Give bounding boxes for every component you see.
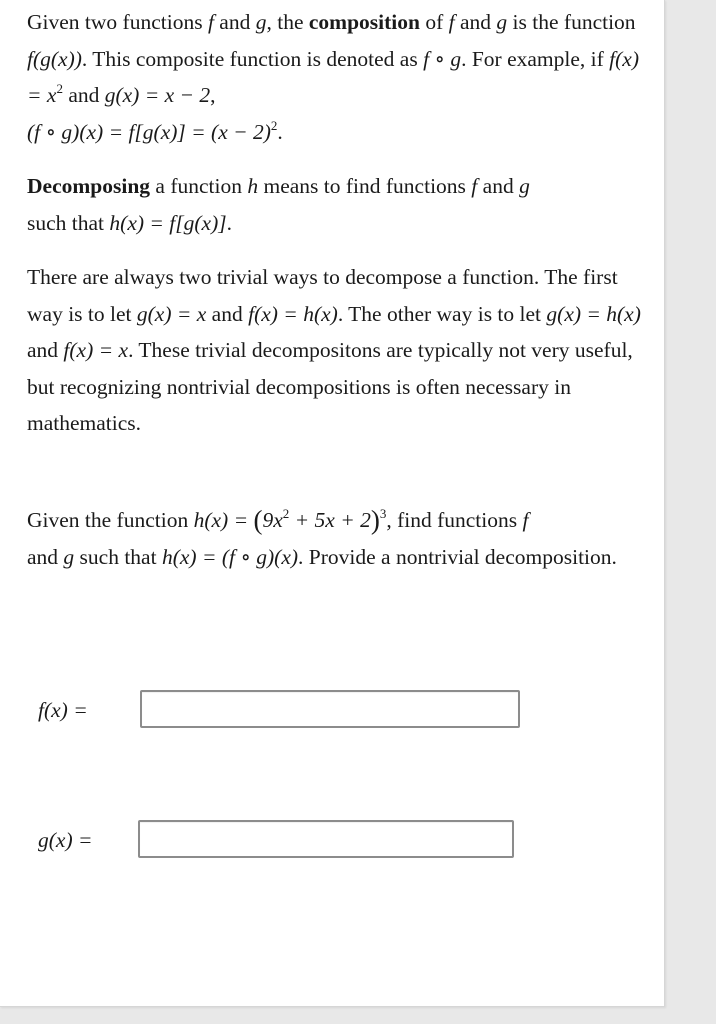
f-answer-row	[38, 690, 598, 734]
g-answer-input[interactable]	[138, 820, 514, 858]
g-answer-label: g(x) =	[38, 828, 93, 852]
decomposition-definition: Decomposing a function h means to find functions f and g such that h(x) = f[g(x)].	[27, 174, 530, 235]
composition-definition: Given two functions f and g, the composition of f and g is the function f(g(x)). This composite function is denoted as f ∘ g. For example, if $f(x) = x^2$ and g(x) = x − 2, (f ∘ $g)(x) = f[g(x)] = (x - 2)^2$.	[27, 10, 640, 144]
f-answer-input[interactable]	[140, 690, 520, 728]
question-prompt: Given the function $h(x) = (9x^2 + 5x + 2)^3$, find functions f and g such that h(x) = (f ∘ g)(x). Provide a nontrivial decomposition.	[27, 505, 617, 569]
decomposing-term: Decomposing	[27, 174, 151, 198]
g-answer-row	[38, 820, 598, 864]
trivial-decompositions-note: There are always two trivial ways to decompose a function. The first way is to let g(x) = x and f(x) = h(x). The other way is to let g(x) = h(x) and f(x) = x. These trivial decompositons are typically not very useful, but recognizing nontrivial decompositions is often necessary in mathematics.	[27, 265, 641, 435]
composition-term: composition	[308, 10, 420, 34]
problem-content	[27, 4, 647, 569]
f-answer-label: f(x) =	[38, 698, 88, 722]
composition-example: (f ∘ g)(x) = f[g(x)] = (x − 2)	[27, 119, 271, 144]
